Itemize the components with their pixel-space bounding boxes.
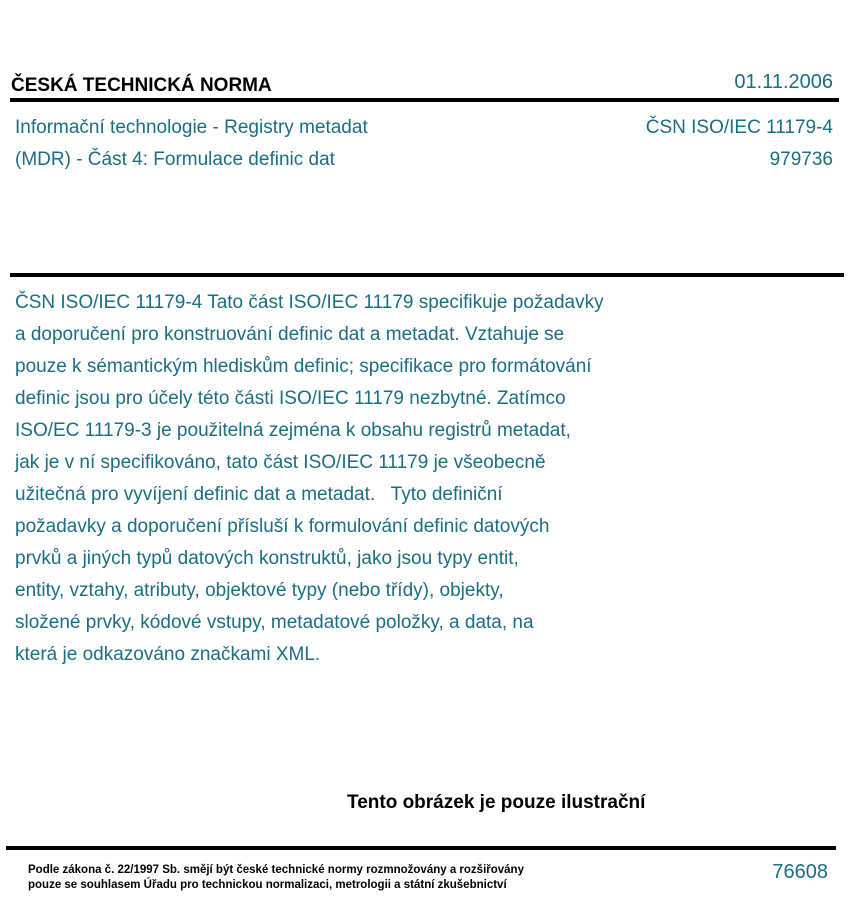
abstract-line: jak je v ní specifikováno, tato část ISO/IEC 11179 je všeobecně	[15, 452, 546, 473]
footer-divider	[6, 846, 836, 850]
standard-title-line: Informační technologie - Registry metadat	[15, 117, 368, 138]
standard-designation: ČSN ISO/IEC 11179-4	[645, 117, 833, 138]
standard-title-line: (MDR) - Část 4: Formulace definic dat	[15, 149, 335, 170]
legal-notice	[28, 863, 524, 893]
publication-date: 01.11.2006	[734, 71, 833, 93]
abstract-line: která je odkazováno značkami XML.	[15, 644, 321, 665]
abstract-line: požadavky a doporučení přísluší k formulování definic datových	[15, 516, 550, 537]
abstract-line: pouze k sémantickým hlediskům definic; specifikace pro formátování	[15, 356, 592, 377]
abstract-line: ČSN ISO/IEC 11179-4 Tato část ISO/IEC 11179 specifikuje požadavky	[15, 292, 604, 313]
abstract-line: složené prvky, kódové vstupy, metadatové položky, a data, na	[15, 612, 534, 633]
header-divider	[10, 98, 839, 102]
legal-notice-line: pouze se souhlasem Úřadu pro technickou normalizaci, metrologii a státní zkušebnictví	[28, 879, 507, 891]
document-number: 76608	[772, 861, 828, 883]
section-divider	[10, 273, 844, 277]
abstract-line: definic jsou pro účely této části ISO/IEC 11179 nezbytné. Zatímco	[15, 388, 566, 409]
catalog-number: 979736	[769, 149, 833, 170]
abstract-line: a doporučení pro konstruování definic dat a metadat. Vztahuje se	[15, 324, 565, 345]
norm-header-title: ČESKÁ TECHNICKÁ NORMA	[11, 75, 272, 96]
abstract-line: ISO/EC 11179-3 je použitelná zejména k obsahu registrů metadat,	[15, 420, 571, 441]
illustration-note: Tento obrázek je pouze ilustrační	[347, 792, 646, 813]
abstract-line: entity, vztahy, atributy, objektové typy (nebo třídy), objekty,	[15, 580, 504, 601]
legal-notice-line: Podle zákona č. 22/1997 Sb. smějí být české technické normy rozmnožovány a rozšiřovány	[28, 864, 524, 876]
abstract-line: prvků a jiných typů datových konstruktů, jako jsou typy entit,	[15, 548, 519, 569]
abstract-line: užitečná pro vyvíjení definic dat a metadat. Tyto definiční	[15, 484, 503, 505]
abstract-text	[15, 287, 715, 671]
